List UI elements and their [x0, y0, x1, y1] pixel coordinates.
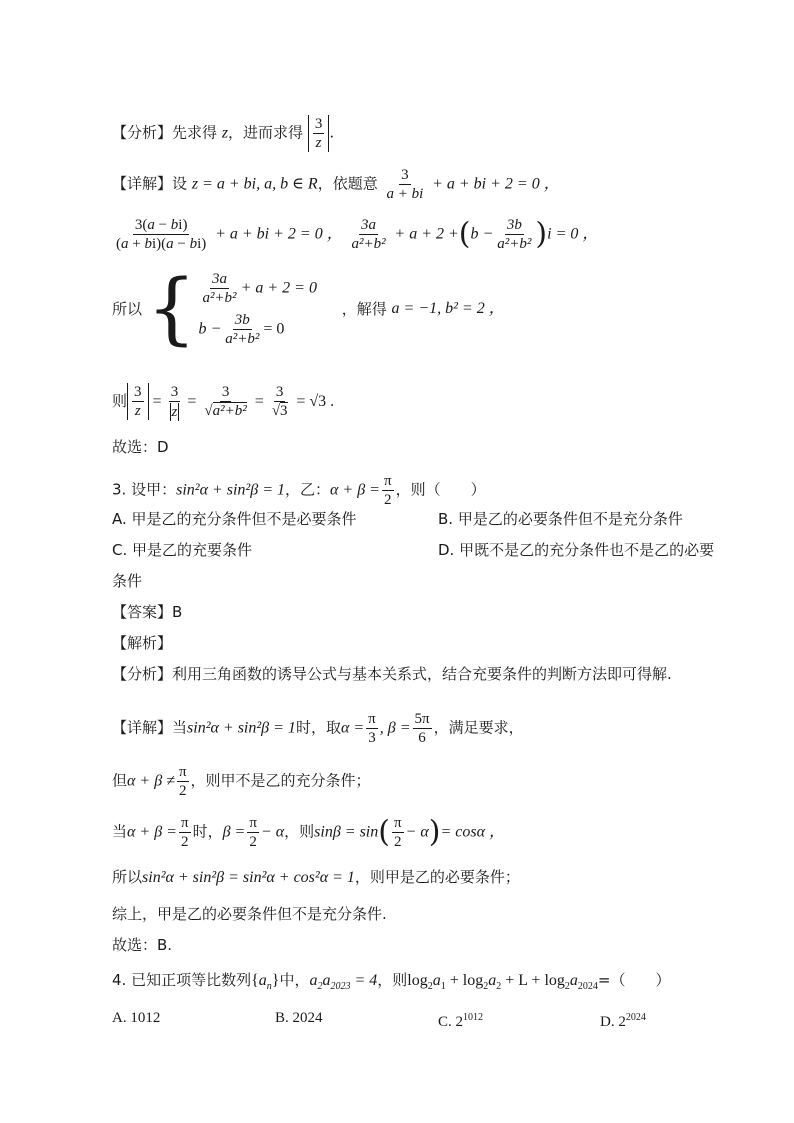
- sys2-tail: = 0: [263, 320, 285, 338]
- q3-choose: 故选：B.: [112, 936, 173, 954]
- q4-option-a[interactable]: A. 1012: [112, 1010, 161, 1026]
- q3-d3-b: 时，: [192, 822, 223, 841]
- final-result: = √3 .: [296, 392, 335, 410]
- q3-stem-c: ，则（ ）: [395, 480, 486, 499]
- q3-analysis-tag: 【分析】: [112, 665, 173, 683]
- q3-answer: 【答案】B: [112, 603, 183, 621]
- analysis-tag: 【分析】: [112, 123, 173, 142]
- q3-option-d-cont: 条件: [112, 572, 143, 590]
- q3-detail-1: 【详解】当sin²α + sin²β = 1时，取α = $\frac{\pi}{3}$ , β = $\frac{5\pi}{6}$ ，满足要求，: [112, 711, 524, 746]
- analysis-line: [112, 115, 334, 152]
- frac-3b: $\frac{3b}{\text{a²+b²}}$: [497, 217, 532, 252]
- eq2-rest: + a + bi + 2 = 0 ，: [215, 225, 343, 243]
- solve-text: ，解得: [341, 300, 387, 318]
- abs-3-over-z: $\frac{3}{z}$: [308, 115, 330, 152]
- q3-d4-expr: sin²α + sin²β = sin²α + cos²α = 1: [142, 869, 355, 886]
- q4-stem-c: ，则: [377, 971, 408, 989]
- q3-option-b[interactable]: B. 甲是乙的必要条件但不是充分条件: [438, 510, 683, 528]
- q3-option-c[interactable]: C. 甲是乙的充要条件: [112, 541, 253, 559]
- q4-stem: 4. 已知正项等比数列$\{a_n\}$中，$a_2a_{2023} = 4$，则$\log_2a_1 + \log_2a_2 + L + \log_2a_{2024}=$（ ）: [112, 971, 671, 993]
- q3-stem: 3. 设甲：sin²α + sin²β = 1，乙：α + β = $\frac{\pi}{2}$ ，则（ ）: [112, 473, 486, 508]
- q3-detail-5: 综上，甲是乙的必要条件但不是充分条件.: [112, 905, 387, 923]
- q3-detail-2: 但α + β ≠ $\frac{\pi}{2}$ ，则甲不是乙的充分条件；: [112, 764, 371, 799]
- detail-mid: ，依题意: [317, 174, 378, 193]
- q4-option-d-label: D.: [600, 1014, 615, 1030]
- q3-d2-b: ，则甲不是乙的充分条件；: [190, 771, 371, 790]
- then-line: 则 $\frac{3}{z}$ = $\frac{3}{z}$ = $\frac{3}{\text{√a²+b²}}$ = $\frac{3}{√3}$ = √3 .: [112, 384, 335, 420]
- system-line: [112, 264, 505, 354]
- sys2-head: b −: [198, 320, 222, 338]
- analysis-text-b: ，进而求得: [228, 123, 304, 142]
- q3-d1-expr: sin²α + sin²β = 1: [187, 719, 296, 737]
- so-text: 所以: [112, 300, 143, 318]
- q4-option-d[interactable]: D. $2^{2024}$: [600, 1012, 646, 1030]
- q3-detail-4: [112, 867, 520, 888]
- frac-conjugate: $\frac{3(a - bi)}{(a + bi)(a - bi)}$: [116, 217, 207, 252]
- q3-expr2: α + β =: [330, 481, 380, 499]
- q3-detail-tag: 【详解】: [112, 718, 173, 737]
- q4-option-b[interactable]: B. 2024: [275, 1010, 323, 1026]
- set-expr: z = a + bi, a, b ∈ R: [191, 175, 318, 193]
- detail-tag: 【详解】: [112, 174, 173, 193]
- q4-stem-a: 4. 已知正项等比数列: [112, 971, 252, 989]
- frac-3a: $\frac{3a}{\text{a²+b²}}$: [351, 217, 386, 252]
- detail-line-1: [112, 166, 560, 203]
- q3-parse: 【解析】: [112, 634, 173, 652]
- q4-option-c[interactable]: C. $2^{1012}$: [438, 1012, 484, 1030]
- q3-d4-a: 所以: [112, 868, 143, 886]
- sys1-tail: + a + 2 = 0: [240, 279, 317, 297]
- q3-option-d[interactable]: D. 甲既不是乙的充分条件也不是乙的必要: [438, 541, 715, 559]
- equation-system: { $\frac{3a}{\text{a²+b²}}$ + a + 2 = 0 b − $\frac{3b}{\text{a²+b²}}$ = 0: [146, 264, 317, 354]
- analysis-text-a: 先求得: [172, 123, 218, 142]
- then-text: 则: [112, 391, 128, 410]
- q3-d1-b: 时，取: [295, 718, 341, 737]
- frac-3-over-a-bi: $\frac{3}{a + bi}$: [386, 167, 424, 202]
- q3-d3-a: 当: [112, 822, 128, 841]
- q4-option-c-label: C.: [438, 1014, 452, 1030]
- eq3-end: i = 0 ，: [547, 225, 599, 243]
- q3-d1-c: ，满足要求，: [433, 718, 524, 737]
- q3-analysis: [112, 664, 672, 684]
- detail-line-2: $\frac{3(a - bi)}{(a + bi)(a - bi)}$ + a + bi + 2 = 0 ， $\frac{3a}{\text{a²+b²}}$ + a + 2 +(b − $\frac{3b}{\text{a²+b²}}$ )i = 0 ，: [116, 216, 599, 252]
- eq3-mid: + a + 2 +: [394, 225, 459, 243]
- q4-stem-b: 中，: [279, 971, 310, 989]
- detail-rest: + a + bi + 2 = 0 ，: [432, 175, 560, 193]
- q3-d3-c: ，则: [284, 822, 315, 841]
- q4-stem-d: =（ ）: [597, 971, 671, 989]
- q3-d2-a: 但: [112, 771, 128, 790]
- q3-d4-b: ，则甲是乙的必要条件；: [354, 868, 520, 886]
- q3-stem-b: ，乙：: [285, 480, 331, 499]
- q3-expr1: sin²α + sin²β = 1: [176, 481, 285, 499]
- q3-option-a[interactable]: A. 甲是乙的充分条件但不是必要条件: [112, 510, 357, 528]
- choose-1: 故选：D: [112, 438, 169, 456]
- q3-stem-a: 3. 设甲：: [112, 480, 177, 499]
- q3-d3-d: = cosα ，: [440, 823, 505, 841]
- var-z: z: [221, 124, 229, 142]
- q3-analysis-text: 利用三角函数的诱导公式与基本关系式，结合充要条件的判断方法即可得解.: [172, 665, 672, 683]
- solve-expr: a = −1, b² = 2 ，: [391, 300, 505, 317]
- q3-d1-a: 当: [172, 718, 188, 737]
- q3-detail-3: 当α + β = $\frac{\pi}{2}$ 时，β = $\frac{\pi}{2}$ − α，则sinβ = sin( $\frac{\pi}{2}$ − α)= cosα ，: [112, 814, 505, 850]
- detail-set-text: 设: [172, 174, 188, 193]
- analysis-end: .: [329, 123, 335, 142]
